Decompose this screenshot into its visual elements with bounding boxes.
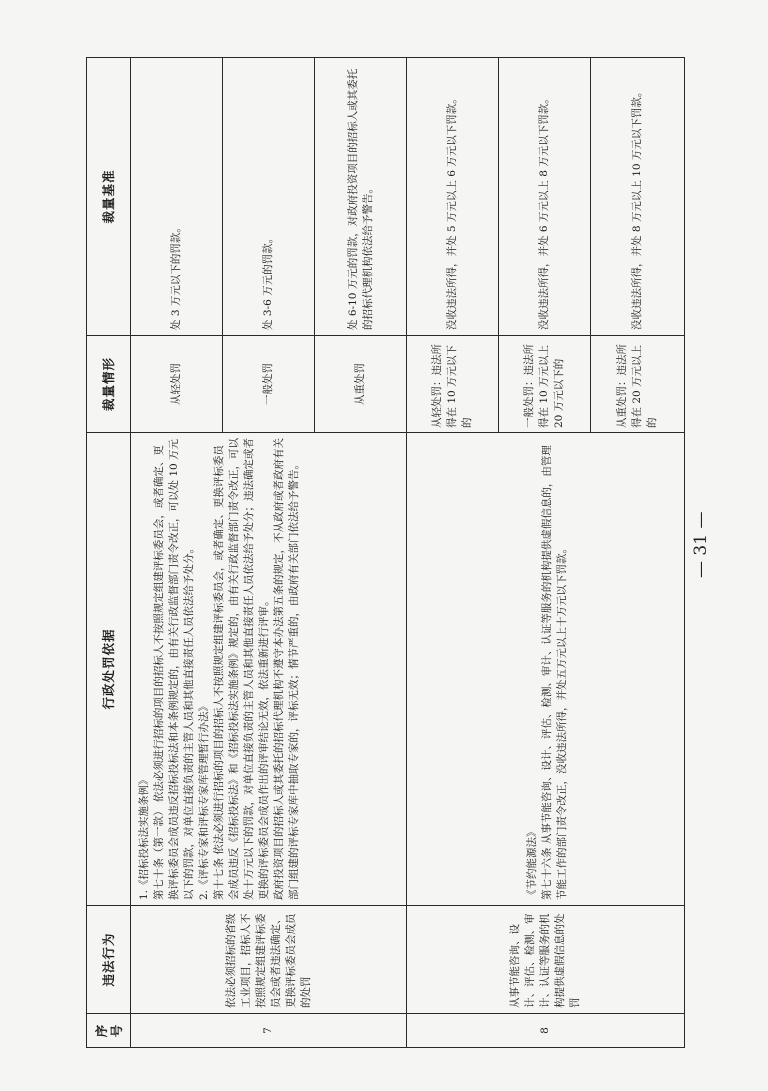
page-number: — 31 — <box>691 511 711 579</box>
header-violation: 违法行为 <box>87 906 131 1014</box>
penalty-discretion-table <box>86 57 685 1048</box>
discretion-standard: 处 3-6 万元的罚款。 <box>223 58 315 336</box>
discretion-situation: 从轻处罚：违法所得在 10 万元以下的 <box>407 336 499 433</box>
basis-paragraph: 1.《招标投标法实施条例》 <box>138 774 150 900</box>
row-number: 7 <box>131 1014 407 1048</box>
discretion-standard: 处 3 万元以下的罚款。 <box>131 58 223 336</box>
discretion-situation: 一般处罚 <box>223 336 315 433</box>
discretion-standard: 处 6-10 万元的罚款，对政府投资项目的招标人或其委托的招标代理机构依法给予警告。 <box>315 58 407 336</box>
table-header-row <box>87 58 131 1048</box>
header-no: 序号 <box>87 1014 131 1048</box>
discretion-situation: 从重处罚：违法所得在 20 万元以上的 <box>591 336 685 433</box>
discretion-situation: 从重处罚 <box>315 336 407 433</box>
discretion-situation: 从轻处罚 <box>131 336 223 433</box>
rotated-table-wrapper <box>86 58 684 1048</box>
header-situation: 裁量情形 <box>87 336 131 433</box>
basis-paragraph: 《节约能源法》 <box>525 826 538 900</box>
discretion-standard: 没收违法所得，并处 6 万元以上 8 万元以下罚款。 <box>499 58 591 336</box>
discretion-standard: 没收违法所得，并处 5 万元以上 6 万元以下罚款。 <box>407 58 499 336</box>
basis-paragraph: 第十七条 依法必须进行招标的项目的招标人不按照规定组建评标委员会，或者确定、更换评标委员会成员违反《招标投标法》和《招标投标法实施条例》规定的，由有关行政监督部门责令改正，可以处十万元以下的罚款，对单位直接负责的主管人员和其他直接责任人员依法给予处分；违法确定或者更换的评标委员会成员作出的评审结论无效，依法重新进行评审。 <box>213 438 270 900</box>
basis-paragraph: 2.《评标专家和评标专家库管理暂行办法》 <box>198 700 210 900</box>
header-basis: 行政处罚依据 <box>87 433 131 906</box>
basis-paragraph: 第七十条（第一款） 依法必须进行招标的项目的招标人不按照规定组建评标委员会，或者确定、更换评标委员会成员违反招标投标法和本条例规定的，由有关行政监督部门责令改正，可以处 10 万元以下的罚款，对单位直接负责的主管人员和其他直接责任人员依法给予处分。 <box>153 438 195 900</box>
basis-paragraph: 第七十六条 从事节能咨询、设计、评估、检测、审计、认证等服务的机构提供虚假信息的，由管理节能工作的部门责令改正，没收违法所得，并处五万元以上十万元以下罚款。 <box>540 445 568 900</box>
table-row <box>407 58 499 1048</box>
basis-paragraph: 政府投资项目的招标人或其委托的招标代理机构不遵守本办法第五条的规定，不从政府或者政府有关部门组建的评标专家库中抽取专家的，评标无效；情节严重的，由政府有关部门依法给予警告。 <box>273 438 300 900</box>
header-standard: 裁量基准 <box>87 58 131 336</box>
discretion-standard: 没收违法所得，并处 8 万元以上 10 万元以下罚款。 <box>591 58 685 336</box>
table-row <box>131 58 223 1048</box>
row-number: 8 <box>407 1014 685 1048</box>
penalty-basis-cell <box>131 433 407 906</box>
violation-cell: 依法必须招标的省级工业项目，招标人不按照规定组建评标委员会或者违法确定、更换评标委员会成员的处罚 <box>131 906 407 1014</box>
discretion-situation: 一般处罚：违法所得在 10 万元以上 20 万元以下的 <box>499 336 591 433</box>
penalty-basis-cell <box>407 433 685 906</box>
violation-cell: 从事节能咨询、设计、评估、检测、审计、认证等服务的机构提供虚假信息的处罚 <box>407 906 685 1014</box>
